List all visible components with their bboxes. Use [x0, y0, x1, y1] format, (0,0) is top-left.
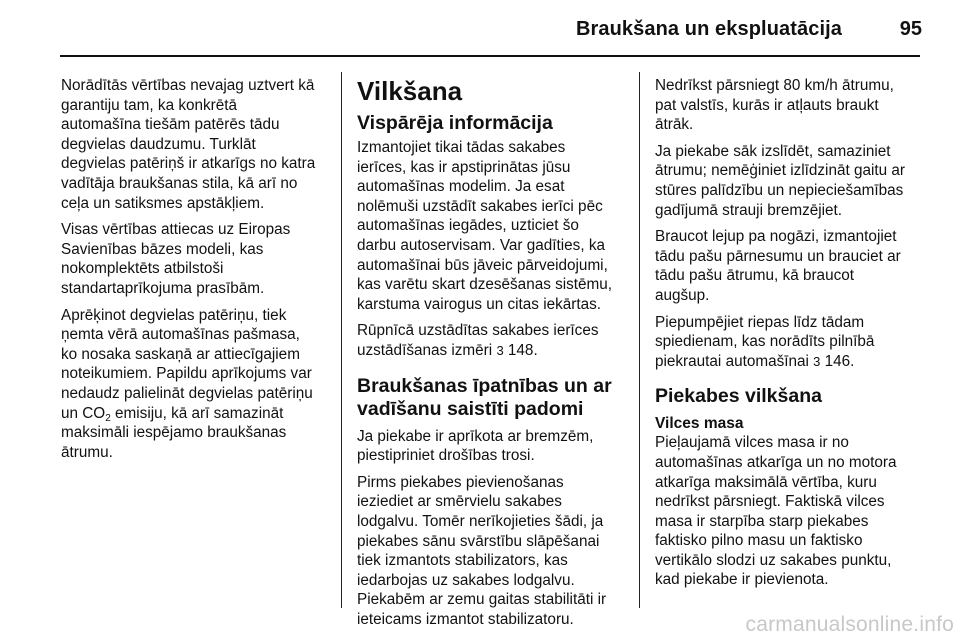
page-header: [0, 0, 960, 66]
text-line: ieteicams izmantot stabilizatoru.: [357, 610, 574, 628]
page-reference[interactable]: 148.: [507, 341, 538, 359]
text-line: standartaprīkojuma prasībām.: [61, 279, 265, 297]
page-reference-icon[interactable]: 3: [813, 353, 821, 369]
text-line: pat valstīs, kurās ir atļauts braukt: [655, 96, 879, 114]
text-line: Braucot lejup pa nogāzi, izmantojiet: [655, 228, 897, 246]
text-line: automašīnai būs jāveic pārveidojumi,: [357, 256, 608, 274]
text-line: maksimāli iespējamo braukšanas: [61, 424, 287, 442]
paragraph-skidding: [655, 142, 925, 220]
text-line: vadītāja braukšanas stila, kā arī no: [61, 174, 298, 192]
text-line: nokomplektēts atbilstoši: [61, 260, 224, 278]
text-line: augšup.: [655, 286, 710, 304]
text-line: Aprēķinot degvielas patēriņu, tiek: [61, 306, 287, 324]
text-line: ņemta vērā automašīnas pašmasa,: [61, 326, 300, 344]
text-line: Ja piekabe sāk izslīdēt, samaziniet: [655, 142, 891, 160]
text-line: lodgalvu. Tomēr nerīkojieties šādi, ja: [357, 512, 604, 530]
text-line: piekabes sānu svārstību slāpēšanai: [357, 532, 600, 550]
paragraph-speed-limit: [655, 76, 925, 135]
paragraph-fuel-values: [61, 76, 327, 213]
text-line: spiedienam, kas norādīts pilnībā: [655, 333, 875, 351]
text-line: faktisko pilno masu un faktisko: [655, 532, 863, 550]
paragraph-towing-devices: [357, 138, 625, 314]
text-line: Piepumpējiet riepas līdz tādam: [655, 313, 865, 331]
paragraph-tyre-pressure: [655, 313, 925, 372]
column-divider-2: [639, 72, 640, 608]
paragraph-downhill: [655, 227, 925, 305]
text-line-with-ref: [655, 352, 925, 372]
section-heading-trailer-towing: Piekabes vilkšana: [655, 385, 822, 408]
text-line: Visas vērtības attiecas uz Eiropas: [61, 221, 291, 239]
text-line: automašīnas iegādes, uzticiet šo: [357, 217, 579, 235]
text-line-co2: [61, 404, 327, 424]
text-line: nedaudz palielināt degvielas patēriņu: [61, 384, 313, 402]
text-fragment: piekrautai automašīnai: [655, 352, 814, 370]
text-line: kad piekabe ir pievienota.: [655, 571, 829, 589]
text-line: nedrīkst pārsniegt. Faktiskā vilces: [655, 493, 885, 511]
text-line: degvielas daudzumu. Turklāt: [61, 135, 256, 153]
text-line: Piekabēm ar zemu gaitas stabilitāti ir: [357, 591, 607, 609]
paragraph-towing-mass: [655, 433, 925, 590]
text-line: darbu autoservisam. Var gadīties, ka: [357, 236, 605, 254]
paragraph-eu-values: [61, 220, 327, 298]
text-line: ātrumu.: [61, 443, 113, 461]
text-line: karstuma vairogus un citas iekārtas.: [357, 295, 602, 313]
section-heading-driving-tips: [357, 375, 625, 421]
text-line: vertikālo slodzi uz sakabes punktu,: [655, 551, 892, 569]
section-heading-general: Vispārēja informācija: [357, 112, 553, 134]
text-line: automašīna tiešām patērēs tādu: [61, 116, 280, 134]
heading-line: Braukšanas īpatnības un ar: [357, 374, 612, 397]
text-line: Norādītās vērtības nevajag uztvert kā: [61, 77, 315, 94]
text-line: tiek izmantots stabilizators, kas: [357, 552, 568, 570]
paragraph-calculation: [61, 306, 327, 463]
text-line: kas varētu skart dzesēšanas sistēmu,: [357, 276, 613, 294]
paragraph-safety-cable: [357, 427, 625, 466]
header-rule: [60, 55, 920, 57]
text-line: ko nosaka saskaņā ar attiecīgajiem: [61, 345, 300, 363]
co2-subscript: 2: [105, 412, 111, 424]
text-line: ieziediet ar smērvielu sakabes: [357, 493, 562, 511]
text-fragment: uzstādīšanas izmēri: [357, 341, 497, 359]
text-line: iedarbojas uz sakabes lodgalvu.: [357, 571, 575, 589]
text-line: Izmantojiet tikai tādas sakabes: [357, 139, 566, 156]
co2-prefix: un CO: [61, 404, 106, 422]
text-line: Savienības bāzes modeli, kas: [61, 240, 264, 258]
text-line: garantiju tam, ka konkrētā: [61, 96, 238, 114]
text-line: automašīnas modelim. Ja esat: [357, 178, 565, 196]
page-reference[interactable]: 146.: [824, 352, 855, 370]
text-line: Nedrīkst pārsniegt 80 km/h ātrumu,: [655, 77, 894, 94]
text-line-with-ref: [357, 341, 625, 361]
text-line: tādu pašu ātrumu, kā braucot: [655, 267, 854, 285]
text-line: masa ir starpība starp piekabes: [655, 512, 869, 530]
text-line: nolēmuši uzstādīt sakabes ierīci pēc: [357, 197, 603, 215]
co2-suffix: emisiju, kā arī samazināt: [110, 404, 284, 422]
page-reference-icon[interactable]: 3: [496, 342, 504, 358]
text-line: piestipriniet drošības trosi.: [357, 447, 535, 465]
text-line: degvielas patēriņš ir atkarīgs no katra: [61, 155, 316, 173]
column-3: [655, 76, 925, 597]
text-line: noteikumiem. Papildu aprīkojums var: [61, 365, 312, 383]
text-line: stūres palīdzību un nepieciešamības: [655, 181, 904, 199]
text-line: tādu pašu pārnesumu un brauciet ar: [655, 247, 901, 265]
heading-line: vadīšanu saistīti padomi: [357, 397, 584, 420]
text-line: ātrumu; nemēģiniet izlīdzināt gaitu ar: [655, 162, 905, 180]
column-divider-1: [341, 72, 342, 608]
column-2: [357, 76, 625, 636]
text-line: Pieļaujamā vilces masa ir no: [655, 434, 849, 452]
text-line: ierīces, kas ir apstiprinātas jūsu: [357, 158, 571, 176]
page-number: 95: [899, 18, 922, 40]
text-line: automašīnas atkarīga un no motora: [655, 453, 897, 471]
text-line: Ja piekabe ir aprīkota ar bremzēm,: [357, 427, 594, 445]
text-line: ātrāk.: [655, 116, 694, 134]
text-line: atkarīga maksimālā vērtība, kuru: [655, 473, 877, 491]
text-line: ceļa un satiksmes apstākļiem.: [61, 194, 265, 212]
paragraph-ball-lubrication: [357, 473, 625, 630]
column-1: [61, 76, 327, 469]
paragraph-installation-dimensions: [357, 321, 625, 360]
watermark: carmanualsonline.info: [745, 613, 954, 636]
subheading-towing-mass: Vilces masa: [655, 415, 744, 433]
text-line: gadījumā strauji bremzējiet.: [655, 201, 843, 219]
text-line: Pirms piekabes pievienošanas: [357, 473, 564, 491]
text-line: Rūpnīcā uzstādītas sakabes ierīces: [357, 322, 599, 340]
chapter-heading: Vilkšana: [357, 76, 463, 106]
section-title: Braukšana un ekspluatācija: [575, 18, 842, 40]
